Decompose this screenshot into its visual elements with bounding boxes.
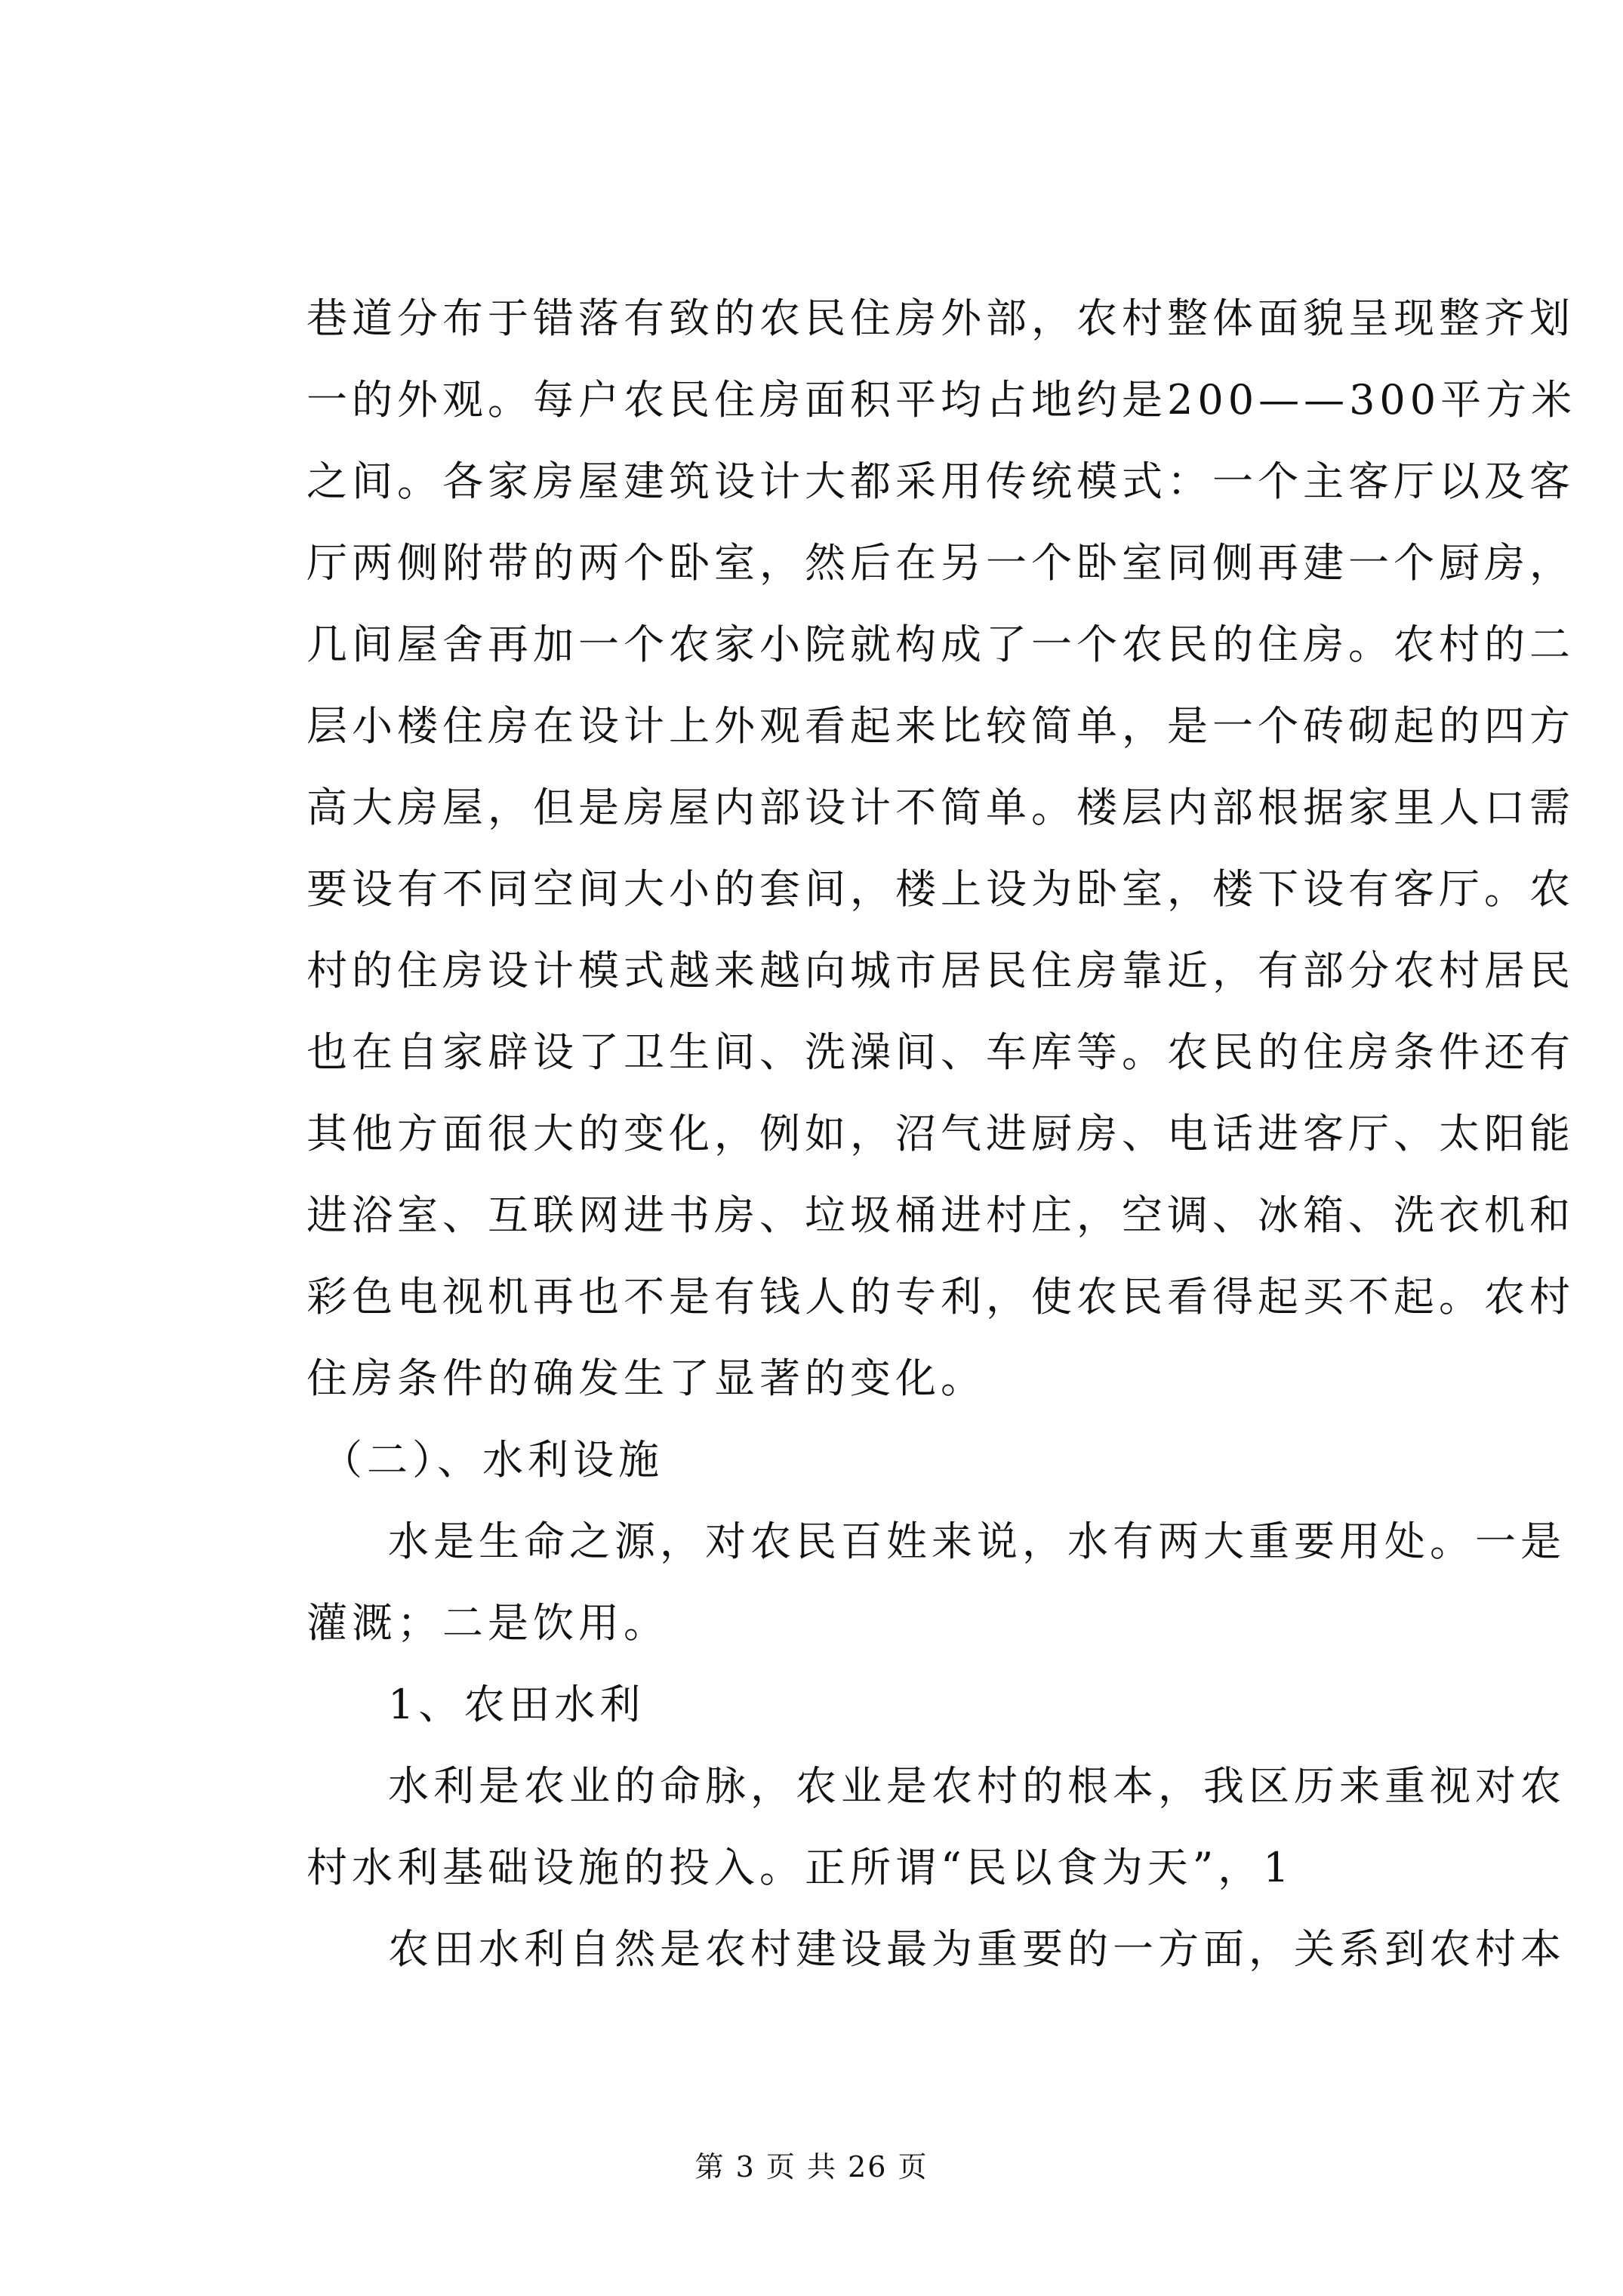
text-line: 住房条件的确发生了显著的变化。 — [306, 1354, 986, 1402]
text-line: 之间。各家房屋建筑设计大都采用传统模式：一个主客厅以及客 — [306, 458, 1575, 505]
text-line: 水是生命之源，对农民百姓来说，水有两大重要用处。一是 — [388, 1518, 1566, 1565]
text-line: 村的住房设计模式越来越向城市居民住房靠近，有部分农村居民 — [306, 947, 1575, 994]
text-line: 几间屋舍再加一个农家小院就构成了一个农民的住房。农村的二 — [306, 621, 1575, 668]
paragraph-water — [306, 1501, 1566, 1664]
text-line: 高大房屋，但是房屋内部设计不简单。楼层内部根据家里人口需 — [306, 784, 1575, 831]
text-line: 厅两侧附带的两个卧室，然后在另一个卧室同侧再建一个厨房， — [306, 539, 1575, 587]
text-line: 其他方面很大的变化，例如，沼气进厨房、电话进客厅、太阳能 — [306, 1110, 1575, 1157]
text-line: 农田水利自然是农村建设最为重要的一方面，关系到农村本 — [388, 1925, 1566, 1973]
text-line: 水利是农业的命脉，农业是农村的根本，我区历来重视对农 — [388, 1762, 1566, 1810]
paragraph-housing — [306, 278, 1577, 1419]
text-line: 村水利基础设施的投入。正所谓“民以食为天”，1 — [306, 1844, 1294, 1891]
text-line: 一的外观。每户农民住房面积平均占地约是200——300平方米 — [306, 376, 1577, 424]
paragraph-last — [306, 1909, 1566, 1990]
text-line: 进浴室、互联网进书房、垃圾桶进村庄，空调、冰箱、洗衣机和 — [306, 1191, 1575, 1239]
section-heading-water-facilities: （二）、水利设施 — [322, 1436, 664, 1484]
paragraph-farmland — [306, 1746, 1566, 1909]
text-line: 层小楼住房在设计上外观看起来比较简单，是一个砖砌起的四方 — [306, 702, 1575, 750]
text-line: 灌溉；二是饮用。 — [306, 1599, 669, 1647]
page-body — [306, 278, 1577, 1990]
subsection-heading-farmland: 1、农田水利 — [388, 1681, 645, 1728]
text-line: 也在自家辟设了卫生间、洗澡间、车库等。农民的住房条件还有 — [306, 1028, 1575, 1076]
page-number-footer: 第 3 页 共 26 页 — [694, 2150, 929, 2184]
text-line: 巷道分布于错落有致的农民住房外部，农村整体面貌呈现整齐划 — [306, 294, 1575, 342]
text-line: 要设有不同空间大小的套间，楼上设为卧室，楼下设有客厅。农 — [306, 865, 1575, 913]
text-line: 彩色电视机再也不是有钱人的专利，使农民看得起买不起。农村 — [306, 1273, 1575, 1321]
